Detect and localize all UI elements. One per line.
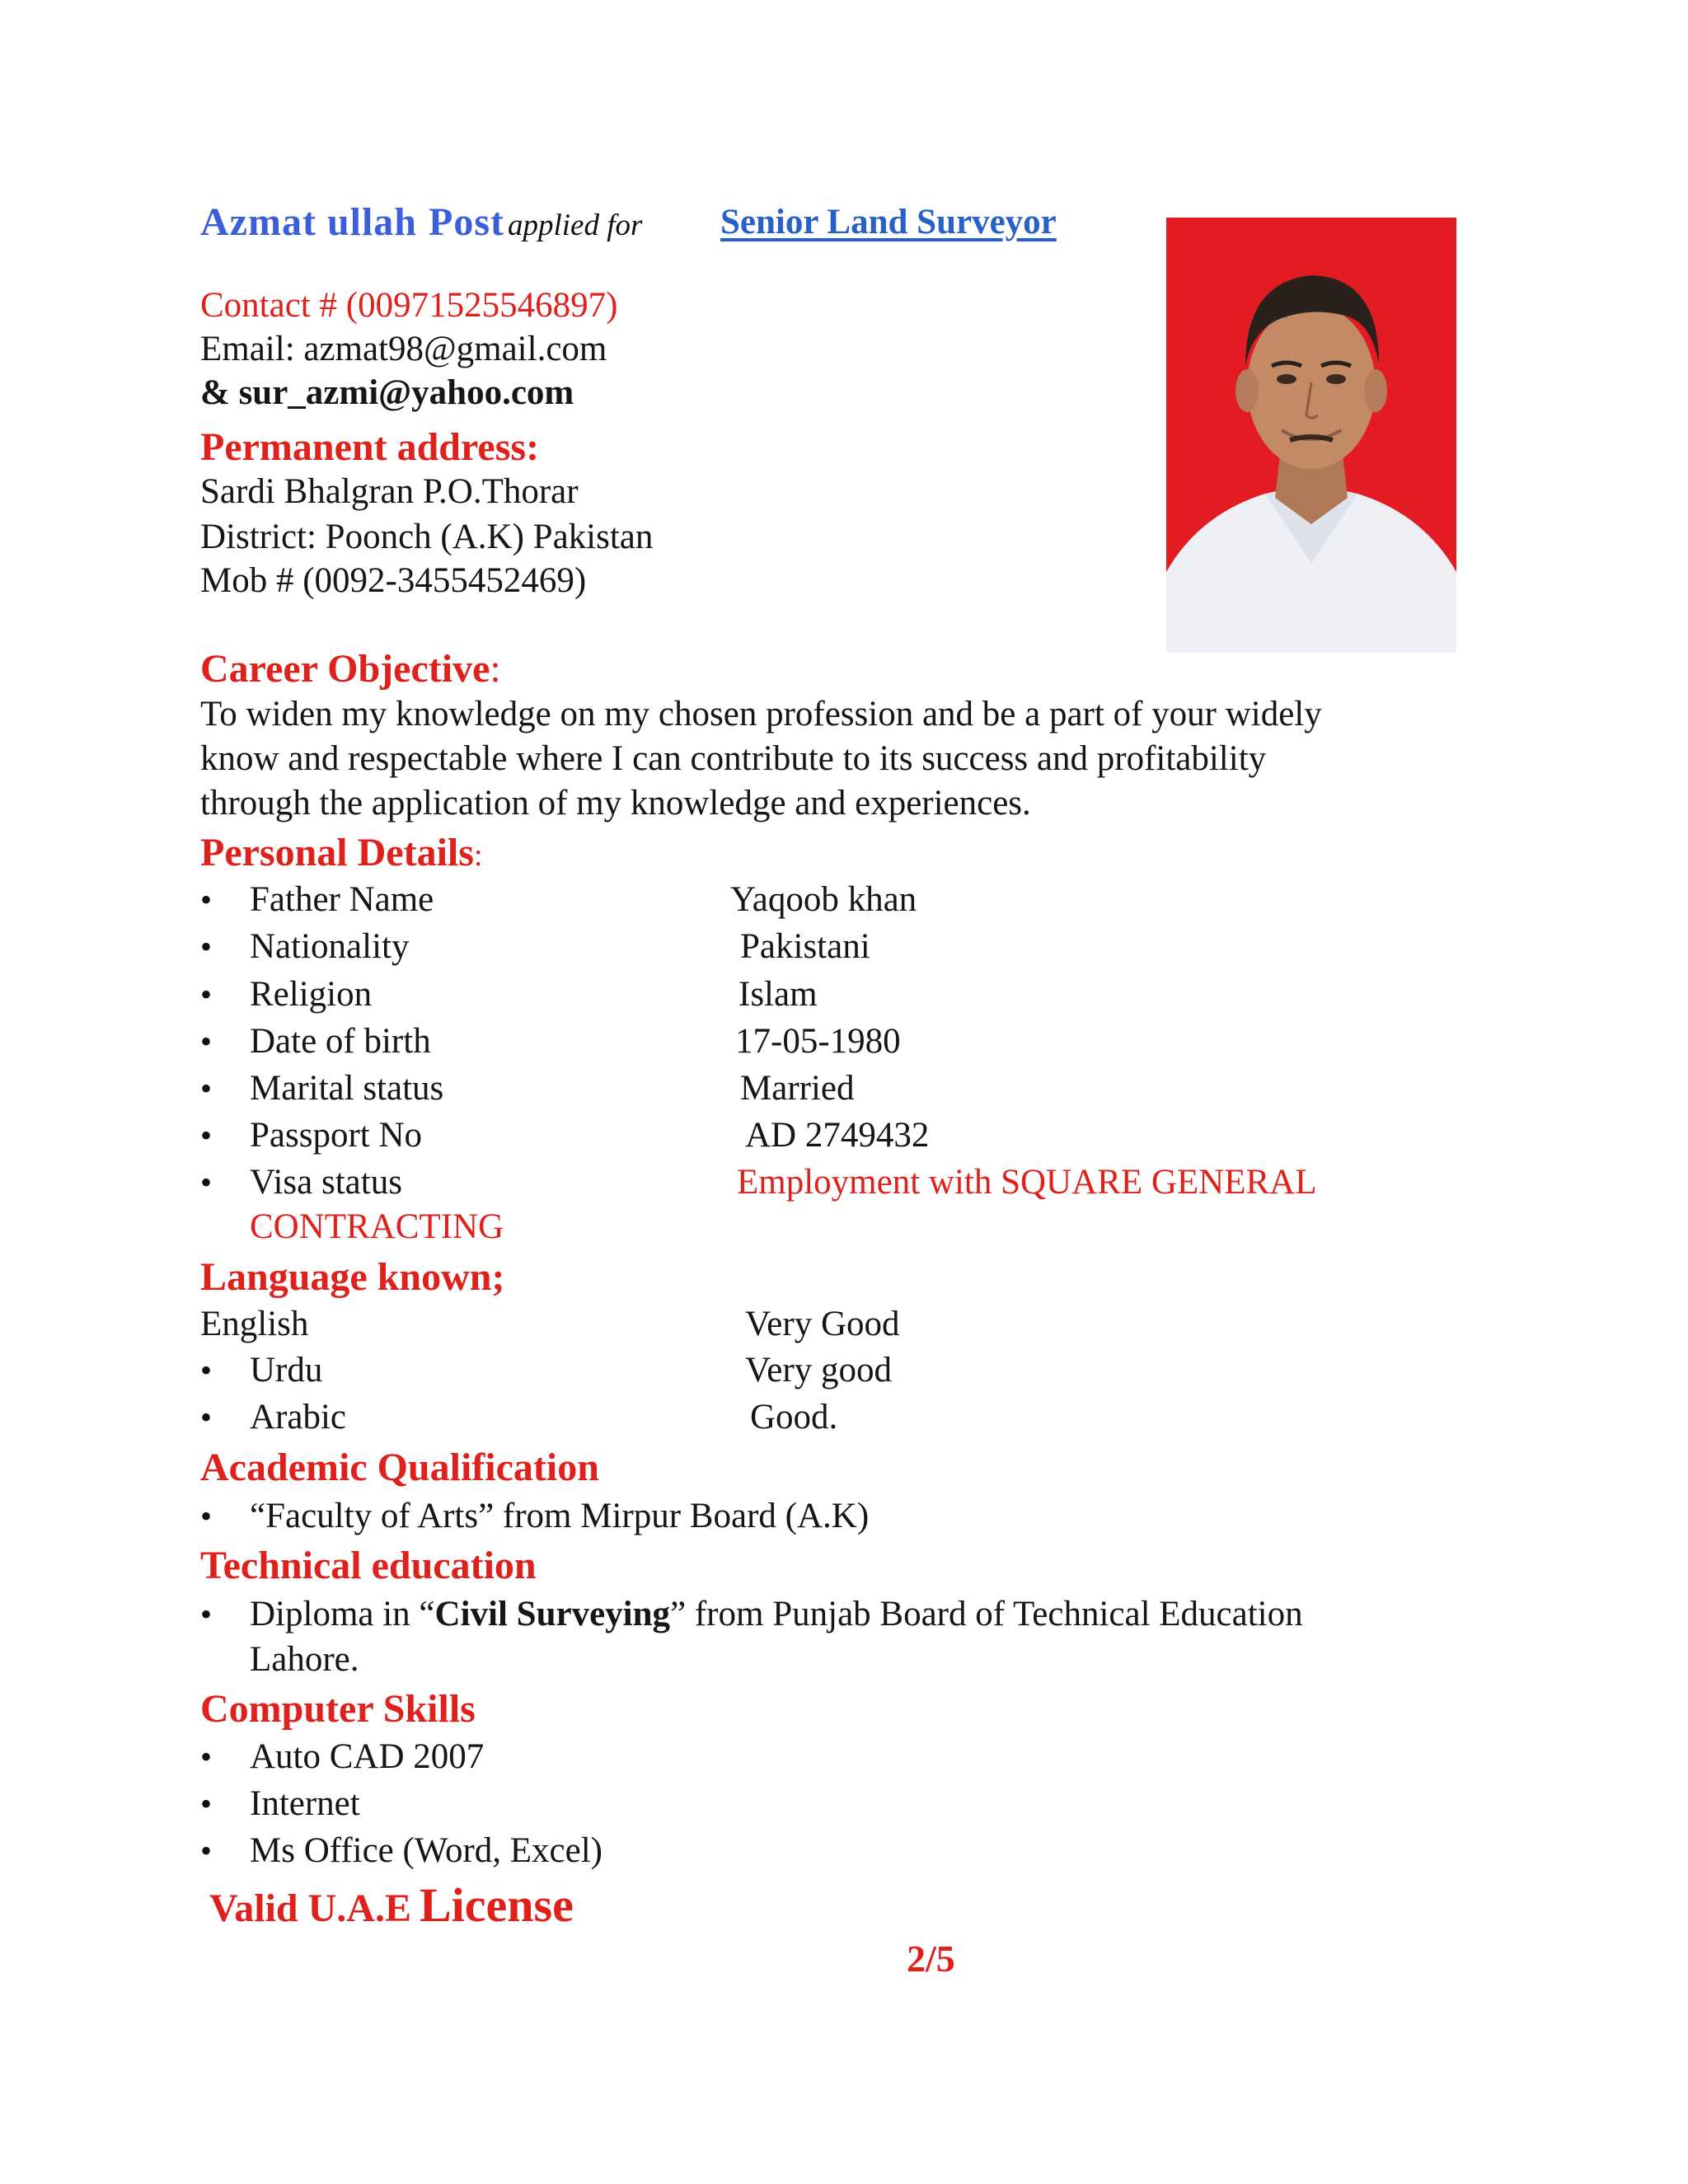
personal-value-nationality: Pakistani [740, 927, 870, 966]
objective-heading: Career Objective [200, 647, 490, 691]
personal-heading: Personal Details [200, 831, 474, 874]
personal-value-visa-cont: CONTRACTING [250, 1207, 504, 1246]
contact-phone: Contact # (00971525546897) [200, 286, 618, 325]
technical-item-pre: Diploma in “ [250, 1595, 435, 1633]
language-label-arabic: • Arabic [250, 1395, 346, 1440]
address-heading: Permanent address: [200, 425, 540, 469]
license-line [209, 1877, 574, 1933]
language-label-urdu: • Urdu [250, 1348, 322, 1393]
language-label-english: English [200, 1305, 309, 1343]
personal-value-marital: Married [740, 1069, 855, 1108]
personal-label-marital: • Marital status [250, 1066, 443, 1111]
computer-item-internet: • Internet [250, 1782, 360, 1826]
address-line-2: District: Poonch (A.K) Pakistan [200, 518, 654, 556]
personal-label-visa: • Visa status [250, 1160, 402, 1205]
personal-label-religion: • Religion [250, 972, 372, 1017]
position-link[interactable]: Senior Land Surveyor [720, 203, 1057, 241]
personal-colon: : [473, 838, 483, 873]
license-part-1: Valid U.A.E [209, 1886, 411, 1930]
objective-line-2: know and respectable where I can contribute to its success and profitability [200, 739, 1267, 778]
technical-item-cont: Lahore. [250, 1640, 359, 1679]
personal-label-dob: • Date of birth [250, 1019, 431, 1064]
academic-item: • “Faculty of Arts” from Mirpur Board (A.K) [250, 1494, 869, 1539]
license-part-2: License [419, 1878, 574, 1932]
technical-item-bold: Civil Surveying [434, 1595, 671, 1633]
contact-email-2[interactable]: & sur_azmi@yahoo.com [200, 373, 574, 412]
page-number: 2/5 [907, 1938, 955, 1980]
objective-line-3: through the application of my knowledge and experiences. [200, 784, 1031, 823]
personal-value-visa: Employment with SQUARE GENERAL [737, 1163, 1317, 1202]
language-value-arabic: Good. [750, 1398, 838, 1436]
objective-line-1: To widen my knowledge on my chosen profession and be a part of your widely [200, 695, 1322, 733]
objective-heading-wrap [200, 645, 501, 693]
technical-heading: Technical education [200, 1544, 537, 1587]
post-label: Post [429, 200, 504, 244]
personal-label-father: • Father Name [250, 878, 434, 922]
technical-item-post: ” from Punjab Board of Technical Education [670, 1595, 1303, 1633]
personal-label-passport: • Passport No [250, 1113, 422, 1158]
computer-item-autocad: • Auto CAD 2007 [250, 1735, 484, 1779]
profile-photo [1166, 218, 1456, 653]
applicant-name: Azmat ullah [200, 200, 417, 244]
language-value-english: Very Good [745, 1305, 900, 1343]
computer-item-msoffice: • Ms Office (Word, Excel) [250, 1829, 603, 1873]
language-heading: Language known; [200, 1255, 505, 1299]
header-line [200, 199, 642, 245]
language-value-urdu: Very good [745, 1351, 892, 1390]
contact-email-1[interactable]: Email: azmat98@gmail.com [200, 330, 607, 368]
applied-for-label: applied for [507, 209, 643, 242]
technical-item [250, 1592, 1303, 1637]
personal-label-nationality: • Nationality [250, 925, 409, 969]
personal-value-father: Yaqoob khan [730, 880, 917, 919]
objective-colon: : [490, 647, 501, 691]
personal-value-passport: AD 2749432 [745, 1116, 930, 1155]
address-line-1: Sardi Bhalgran P.O.Thorar [200, 472, 579, 511]
computer-heading: Computer Skills [200, 1687, 476, 1731]
personal-heading-wrap [200, 829, 483, 879]
academic-heading: Academic Qualification [200, 1446, 599, 1489]
personal-value-religion: Islam [738, 975, 818, 1014]
address-line-3: Mob # (0092-3455452469) [200, 561, 587, 600]
personal-value-dob: 17-05-1980 [735, 1022, 901, 1061]
